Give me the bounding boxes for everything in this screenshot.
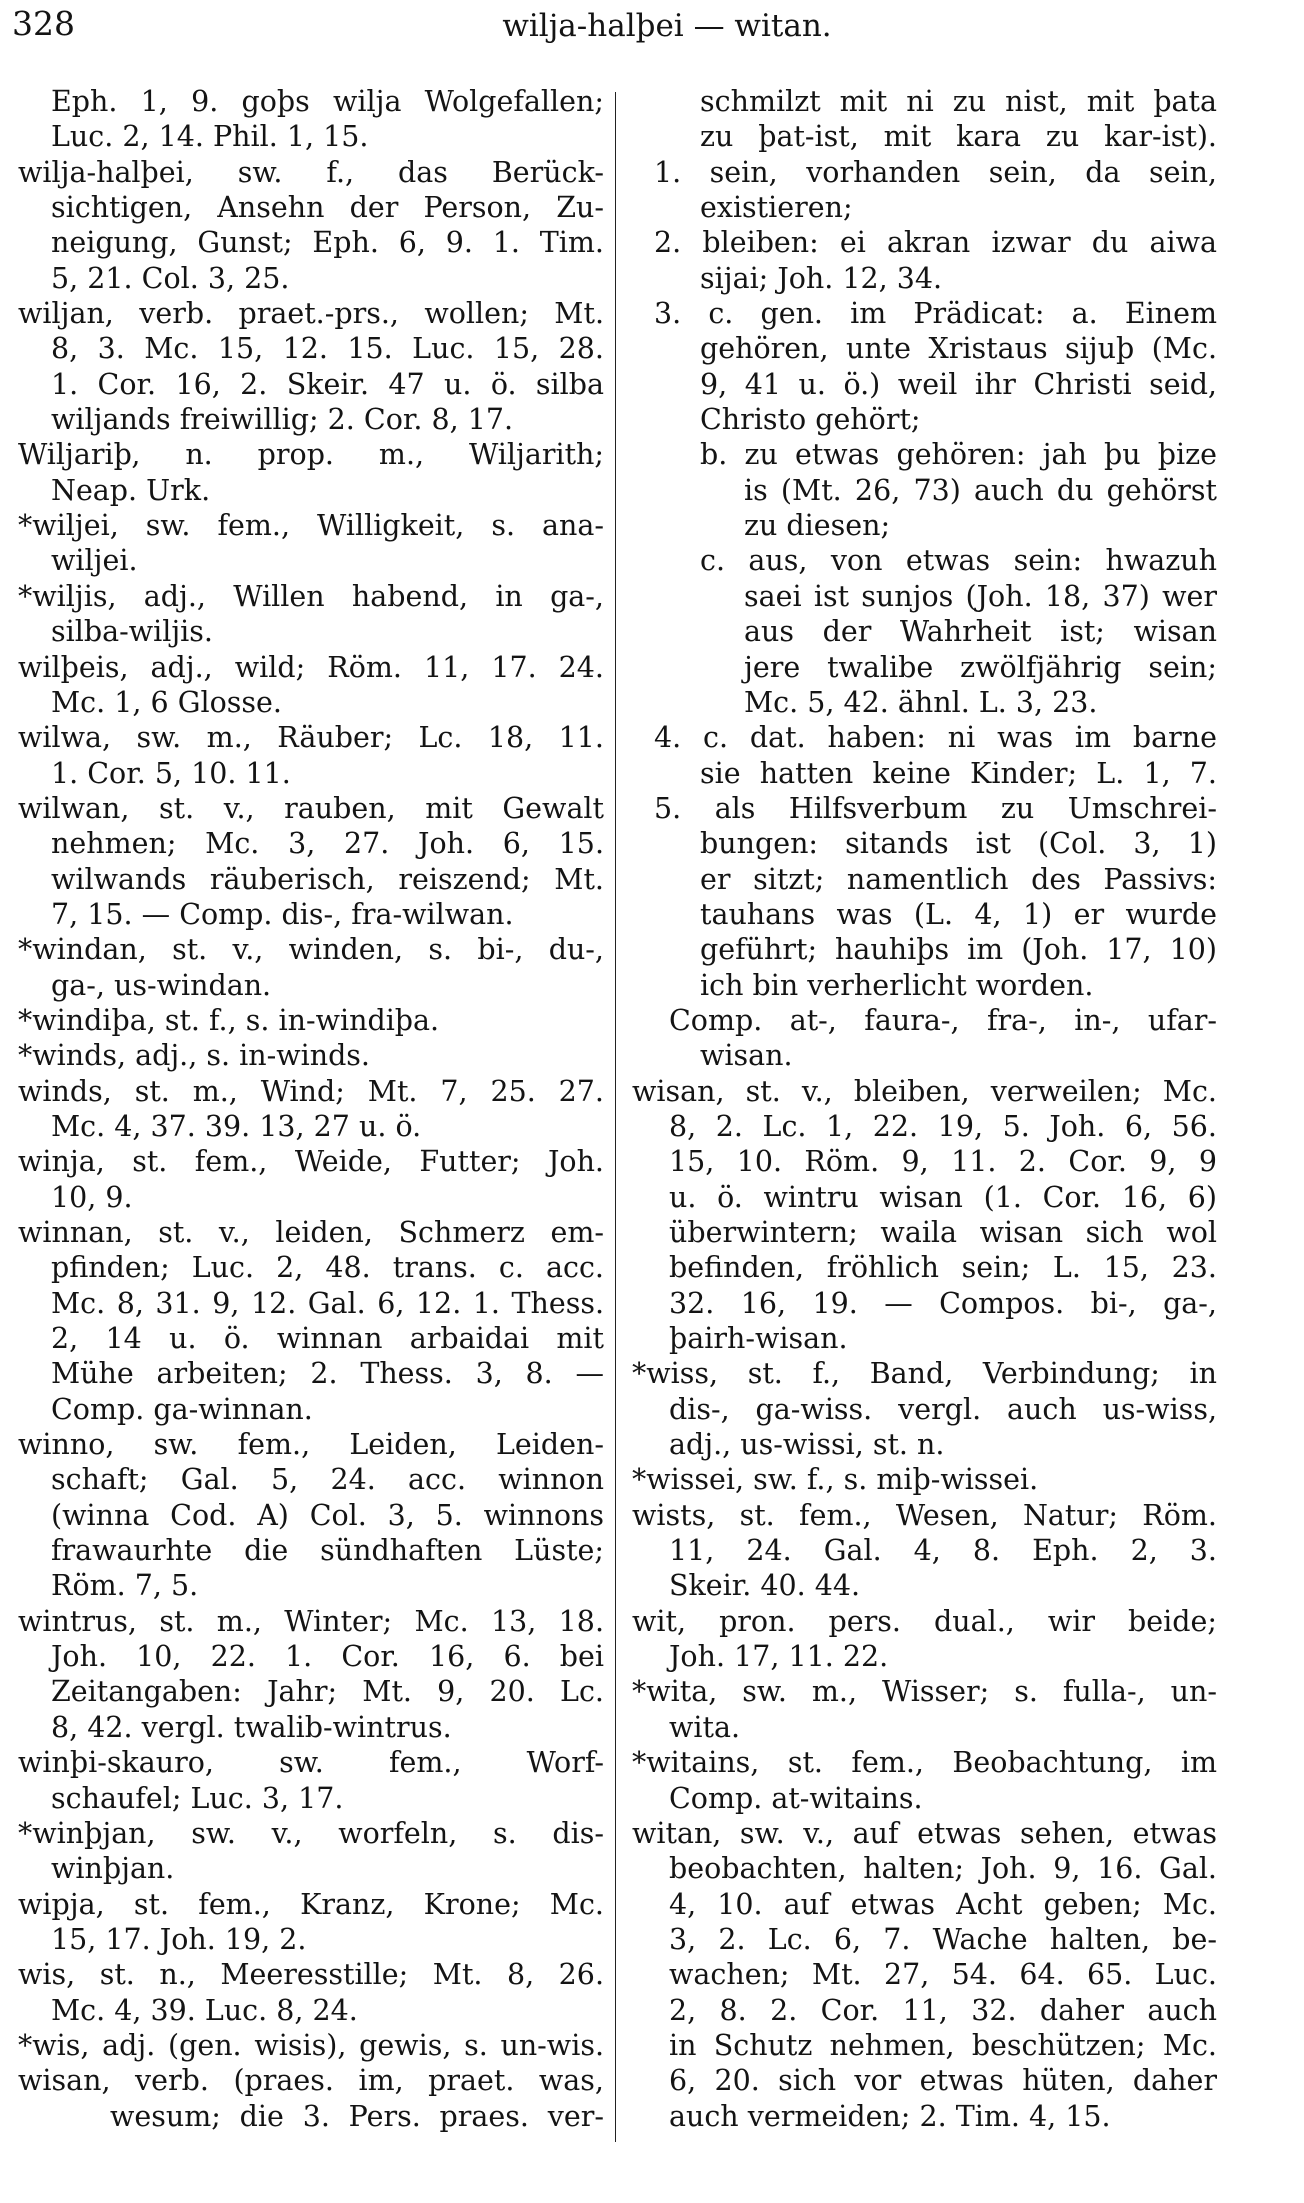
dictionary-line [632,331,1217,366]
dictionary-line [632,1922,1217,1957]
line-text: sijai; Joh. 12, 34. [700,261,943,295]
line-text: *wis, adj. (gen. wisis), gewis, s. un-wis. [18,2028,604,2062]
line-text: Mc. 1, 6 Glosse. [51,685,282,719]
line-text: schaft; Gal. 5, 24. acc. winnon [51,1463,604,1497]
dictionary-line [18,1144,604,1179]
line-text: *winþjan, sw. v., worfeln, s. dis- [18,1816,604,1850]
dictionary-line [632,932,1217,967]
line-text: 4. c. dat. haben: ni was im barne [654,721,1217,755]
line-text: Comp. at-witains. [669,1781,923,1815]
line-text: b. zu etwas gehören: jah þu þize [700,438,1217,472]
line-text: Mühe arbeiten; 2. Thess. 3, 8. — [51,1357,604,1391]
dictionary-line [18,968,604,1003]
running-head: wilja-halþei — witan. [502,8,832,44]
dictionary-line [632,261,1217,296]
dictionary-line [632,1286,1217,1321]
dictionary-line [632,1533,1217,1568]
dictionary-line [18,1639,604,1674]
dictionary-line [18,1356,604,1391]
dictionary-line [18,543,604,578]
dictionary-line [18,437,604,472]
line-text: winno, sw. fem., Leiden, Leiden- [18,1428,604,1462]
dictionary-line [632,543,1217,578]
line-text: pfinden; Luc. 2, 48. trans. c. acc. [51,1251,604,1285]
line-text: 1. Cor. 5, 10. 11. [51,756,291,790]
line-text: winþjan. [51,1852,175,1886]
line-text: 1. Cor. 16, 2. Skeir. 47 u. ö. silba [51,367,604,401]
line-text: gehören, unte Xristaus sijuþ (Mc. [700,332,1217,366]
dictionary-line [18,473,604,508]
line-text: wiljei. [51,544,138,578]
dictionary-line [18,84,604,119]
dictionary-line [632,155,1217,190]
dictionary-line [18,650,604,685]
line-text: 8, 3. Mc. 15, 12. 15. Luc. 15, 28. [51,332,604,366]
line-text: wiljands freiwillig; 2. Cor. 8, 17. [51,403,514,437]
dictionary-line [18,1003,604,1038]
dictionary-line [18,1498,604,1533]
dictionary-line [632,1710,1217,1745]
line-text: Comp. ga-winnan. [51,1392,313,1426]
line-text: Eph. 1, 9. goþs wilja Wolgefallen; [51,85,604,118]
dictionary-line [632,1003,1217,1038]
right-column [632,84,1217,2134]
line-text: Joh. 10, 22. 1. Cor. 16, 6. bei [51,1640,604,1674]
dictionary-line [18,331,604,366]
dictionary-line [18,791,604,826]
line-text: neigung, Gunst; Eph. 6, 9. 1. Tim. [51,226,604,260]
dictionary-line [632,296,1217,331]
line-text: wiljan, verb. praet.-prs., wollen; Mt. [18,297,604,331]
dictionary-line [632,1816,1217,1851]
dictionary-line [632,1957,1217,1992]
dictionary-line [18,1710,604,1745]
line-text: ich bin verherlicht worden. [700,968,1094,1002]
dictionary-line [18,862,604,897]
line-text: 8, 2. Lc. 1, 22. 19, 5. Joh. 6, 56. [669,1109,1217,1143]
line-text: Luc. 2, 14. Phil. 1, 15. [51,120,369,154]
line-text: sichtigen, Ansehn der Person, Zu- [51,191,604,225]
dictionary-line [18,614,604,649]
dictionary-line [18,1321,604,1356]
dictionary-line [632,1250,1217,1285]
line-text: 3, 2. Lc. 6, 7. Wache halten, be- [669,1922,1217,1956]
dictionary-line [18,402,604,437]
dictionary-line [18,1038,604,1073]
line-text: c. aus, von etwas sein: hwazuh [700,544,1217,578]
line-text: *wiljis, adj., Willen habend, in ga-, [18,579,604,613]
dictionary-line [18,296,604,331]
dictionary-line [632,1993,1217,2028]
line-text: wilþeis, adj., wild; Röm. 11, 17. 24. [18,650,604,684]
line-text: wisan, st. v., bleiben, verweilen; Mc. [632,1074,1217,1108]
dictionary-line [18,155,604,190]
dictionary-line [18,1109,604,1144]
line-text: (winna Cod. A) Col. 3, 5. winnons [51,1498,604,1532]
dictionary-line [18,932,604,967]
line-text: wilwands räuberisch, reiszend; Mt. [51,862,604,896]
dictionary-line [632,1074,1217,1109]
line-text: 6, 20. sich vor etwas hüten, daher [669,2064,1217,2098]
dictionary-line [18,1604,604,1639]
line-text: Neap. Urk. [51,473,211,507]
line-text: aus der Wahrheit ist; wisan [744,615,1217,649]
line-text: Mc. 8, 31. 9, 12. Gal. 6, 12. 1. Thess. [51,1286,604,1320]
line-text: 10, 9. [51,1180,133,1214]
dictionary-line [632,1568,1217,1603]
dictionary-line [632,1887,1217,1922]
dictionary-line [18,190,604,225]
dictionary-line [632,1392,1217,1427]
dictionary-line [18,1993,604,2028]
line-text: witan, sw. v., auf etwas sehen, etwas [632,1816,1217,1850]
line-text: tauhans was (L. 4, 1) er wurde [700,897,1217,931]
line-text: wis, st. n., Meeresstille; Mt. 8, 26. [18,1958,604,1992]
line-text: *witains, st. fem., Beobachtung, im [632,1746,1217,1780]
dictionary-line [632,1781,1217,1816]
line-text: saei ist sunjos (Joh. 18, 37) wer [744,579,1217,613]
line-text: *windan, st. v., winden, s. bi-, du-, [18,933,604,967]
line-text: zu þat-ist, mit kara zu kar-ist). [700,120,1217,154]
dictionary-line [632,84,1217,119]
dictionary-line [632,791,1217,826]
line-text: 8, 42. vergl. twalib-wintrus. [51,1710,452,1744]
line-text: *windiþa, st. f., s. in-windiþa. [18,1003,440,1037]
line-text: schaufel; Luc. 3, 17. [51,1781,344,1815]
line-text: wintrus, st. m., Winter; Mc. 13, 18. [18,1604,604,1638]
line-text: Mc. 4, 37. 39. 13, 27 u. ö. [51,1109,422,1143]
line-text: *wiss, st. f., Band, Verbindung; in [632,1357,1217,1391]
line-text: 2, 8. 2. Cor. 11, 32. daher auch [669,1993,1217,2027]
dictionary-line [18,1462,604,1497]
line-text: 11, 24. Gal. 4, 8. Eph. 2, 3. [669,1534,1217,1568]
line-text: wesum; die 3. Pers. praes. ver- [110,2099,604,2133]
dictionary-line [632,473,1217,508]
dictionary-line [632,862,1217,897]
dictionary-line [18,119,604,154]
line-text: wists, st. fem., Wesen, Natur; Röm. [632,1498,1217,1532]
line-text: wita. [669,1710,741,1744]
line-text: wisan. [700,1039,793,1073]
dictionary-line [632,2063,1217,2098]
dictionary-line [18,1816,604,1851]
line-text: u. ö. wintru wisan (1. Cor. 16, 6) [669,1180,1217,1214]
left-column [18,84,604,2134]
line-text: winds, st. m., Wind; Mt. 7, 25. 27. [18,1074,604,1108]
line-text: Skeir. 40. 44. [669,1569,861,1603]
line-text: winnan, st. v., leiden, Schmerz em- [18,1216,604,1249]
line-text: *winds, adj., s. in-winds. [18,1039,370,1073]
line-text: *wita, sw. m., Wisser; s. fulla-, un- [632,1675,1217,1709]
line-text: Zeitangaben: Jahr; Mt. 9, 20. Lc. [51,1675,604,1709]
dictionary-line [632,1321,1217,1356]
line-text: 2, 14 u. ö. winnan arbaidai mit [51,1322,604,1356]
dictionary-line [18,1957,604,1992]
dictionary-line [632,1038,1217,1073]
dictionary-line [632,720,1217,755]
line-text: Comp. at-, faura-, fra-, in-, ufar- [669,1003,1217,1037]
dictionary-line [18,2099,604,2134]
dictionary-line [632,650,1217,685]
line-text: winþi-skauro, sw. fem., Worf- [18,1746,604,1780]
line-text: wilwan, st. v., rauben, mit Gewalt [18,791,604,825]
line-text: adj., us-wissi, st. n. [669,1428,945,1462]
dictionary-line [18,1180,604,1215]
line-text: 15, 17. Joh. 19, 2. [51,1922,307,1956]
line-text: wilwa, sw. m., Räuber; Lc. 18, 11. [18,721,604,755]
dictionary-line [632,367,1217,402]
dictionary-line [18,1286,604,1321]
dictionary-line [632,1604,1217,1639]
dictionary-line [18,1922,604,1957]
dictionary-line [632,1745,1217,1780]
dictionary-line [18,826,604,861]
dictionary-line [18,579,604,614]
line-text: 5. als Hilfsverbum zu Umschrei- [654,791,1217,825]
dictionary-line [632,225,1217,260]
line-text: 32. 16, 19. — Compos. bi-, ga-, [669,1286,1217,1320]
line-text: wipja, st. fem., Kranz, Krone; Mc. [18,1887,604,1921]
dictionary-line [632,1144,1217,1179]
dictionary-line [18,1427,604,1462]
dictionary-line [632,2028,1217,2063]
line-text: sie hatten keine Kinder; L. 1, 7. [700,756,1217,790]
line-text: 15, 10. Röm. 9, 11. 2. Cor. 9, 9 [669,1145,1217,1179]
dictionary-line [632,437,1217,472]
line-text: þairh-wisan. [669,1322,848,1356]
line-text: zu diesen; [744,509,891,543]
line-text: er sitzt; namentlich des Passivs: [700,862,1217,896]
line-text: beobachten, halten; Joh. 9, 16. Gal. [669,1852,1217,1886]
dictionary-line [632,826,1217,861]
dictionary-line [632,402,1217,437]
dictionary-line [18,225,604,260]
line-text: winja, st. fem., Weide, Futter; Joh. [18,1145,604,1179]
dictionary-line [632,1639,1217,1674]
dictionary-line [632,756,1217,791]
line-text: überwintern; waila wisan sich wol [669,1216,1217,1249]
dictionary-line [18,1851,604,1886]
line-text: *wissei, sw. f., s. miþ-wissei. [632,1463,1039,1497]
line-text: schmilzt mit ni zu nist, mit þata [700,85,1217,118]
dictionary-line [632,119,1217,154]
dictionary-line [18,1250,604,1285]
line-text: wachen; Mt. 27, 54. 64. 65. Luc. [669,1958,1217,1992]
line-text: 9, 41 u. ö.) weil ihr Christi seid, [700,367,1217,401]
dictionary-line [18,897,604,932]
line-text: Mc. 4, 39. Luc. 8, 24. [51,1993,358,2027]
dictionary-line [632,1498,1217,1533]
dictionary-line [18,1887,604,1922]
dictionary-line [18,2028,604,2063]
line-text: auch vermeiden; 2. Tim. 4, 15. [669,2099,1111,2133]
line-text: bungen: sitands ist (Col. 3, 1) [700,827,1217,861]
line-text: jere twalibe zwölfjährig sein; [744,650,1217,684]
dictionary-line [18,1781,604,1816]
dictionary-line [632,685,1217,720]
line-text: nehmen; Mc. 3, 27. Joh. 6, 15. [51,827,604,861]
line-text: dis-, ga-wiss. vergl. auch us-wiss, [669,1392,1217,1426]
dictionary-line [632,614,1217,649]
dictionary-line [18,1674,604,1709]
dictionary-line [18,685,604,720]
dictionary-line [632,579,1217,614]
dictionary-line [18,1745,604,1780]
dictionary-line [632,1851,1217,1886]
line-text: wit, pron. pers. dual., wir beide; [632,1604,1217,1638]
dictionary-line [632,1674,1217,1709]
dictionary-line [632,968,1217,1003]
line-text: 5, 21. Col. 3, 25. [51,261,290,295]
line-text: Joh. 17, 11. 22. [669,1640,889,1674]
line-text: in Schutz nehmen, beschützen; Mc. [669,2028,1217,2062]
dictionary-line [18,756,604,791]
page-header [0,0,1304,70]
dictionary-line [632,1180,1217,1215]
line-text: 3. c. gen. im Prädicat: a. Einem [654,297,1217,331]
dictionary-line [18,1568,604,1603]
dictionary-line [18,1533,604,1568]
line-text: 7, 15. — Comp. dis-, fra-wilwan. [51,897,514,931]
line-text: Mc. 5, 42. ähnl. L. 3, 23. [744,685,1098,719]
dictionary-line [18,261,604,296]
line-text: silba-wiljis. [51,615,213,649]
dictionary-line [18,508,604,543]
line-text: ga-, us-windan. [51,968,272,1002]
page-number: 328 [12,4,75,43]
line-text: 2. bleiben: ei akran izwar du aiwa [654,226,1217,260]
dictionary-line [632,1215,1217,1250]
line-text: Röm. 7, 5. [51,1569,199,1603]
dictionary-line [18,1215,604,1250]
line-text: wilja-halþei, sw. f., das Berück- [18,155,604,189]
dictionary-line [632,1462,1217,1497]
line-text: *wiljei, sw. fem., Willigkeit, s. ana- [18,509,604,543]
dictionary-line [632,897,1217,932]
dictionary-line [632,1427,1217,1462]
line-text: Christo gehört; [700,403,921,437]
line-text: befinden, fröhlich sein; L. 15, 23. [669,1251,1217,1285]
dictionary-line [18,720,604,755]
line-text: 1. sein, vorhanden sein, da sein, [654,155,1217,189]
line-text: is (Mt. 26, 73) auch du gehörst [744,473,1217,507]
line-text: wisan, verb. (praes. im, praet. was, [18,2064,604,2098]
dictionary-line [18,1074,604,1109]
dictionary-line [18,1392,604,1427]
dictionary-line [632,508,1217,543]
dictionary-line [18,2063,604,2098]
line-text: frawaurhte die sündhaften Lüste; [51,1534,604,1568]
line-text: existieren; [700,191,853,225]
line-text: 4, 10. auf etwas Acht geben; Mc. [669,1887,1217,1921]
dictionary-line [18,367,604,402]
line-text: Wiljariþ, n. prop. m., Wiljarith; [18,438,604,472]
dictionary-line [632,2099,1217,2134]
line-text: geführt; hauhiþs im (Joh. 17, 10) [700,933,1217,967]
dictionary-line [632,1356,1217,1391]
dictionary-line [632,1109,1217,1144]
dictionary-line [632,190,1217,225]
column-divider [615,92,616,2142]
